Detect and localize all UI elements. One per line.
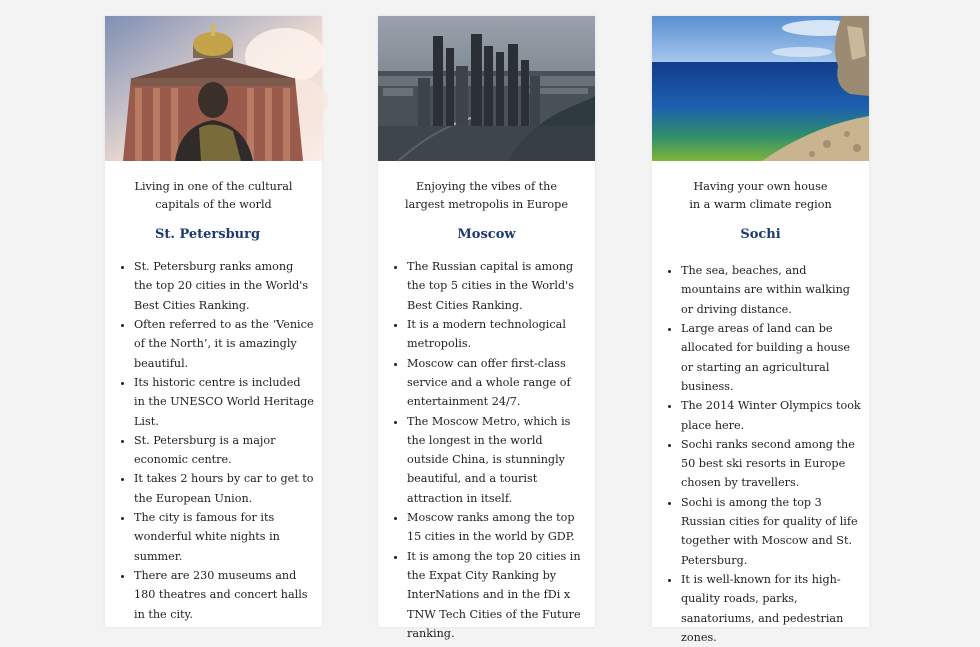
tagline-line: Enjoying the vibes of the: [415, 180, 557, 193]
list-item: • It takes 2 hours by car to get to the European Union.: [134, 469, 314, 508]
list-item: • It is among the top 20 cities in the Expat City Ranking by InterNations and in the fDi x TNW Tech Cities of the Future ranking.: [407, 547, 587, 643]
list-item: • Often referred to as the ‘Venice of the North’, it is amazingly beautiful.: [134, 315, 314, 373]
city-title: Moscow: [457, 227, 516, 243]
facts-list: [378, 257, 595, 643]
list-item: • There are 230 museums and 180 theatres and concert halls in the city.: [134, 566, 314, 624]
list-item: • Sochi is among the top 3 Russian cities for quality of life together with Moscow and St. Petersburg.: [681, 493, 861, 570]
list-item: • St. Petersburg ranks among the top 20 cities in the World's Best Cities Ranking.: [134, 257, 314, 315]
city-title: St. Petersburg: [155, 227, 261, 243]
facts-list: [105, 257, 322, 624]
list-item: • It is well-known for its high-quality roads, parks, sanatoriums, and pedestrian zones.: [681, 570, 861, 647]
tagline-line: Having your own house: [693, 180, 828, 193]
list-item: • Its historic centre is included in the UNESCO World Heritage List.: [134, 373, 314, 431]
list-item: • The Russian capital is among the top 5 cities in the World's Best Cities Ranking.: [407, 257, 587, 315]
list-item: • The sea, beaches, and mountains are within walking or driving distance.: [681, 261, 861, 319]
card-tagline: [390, 178, 583, 213]
list-item: • Moscow ranks among the top 15 cities in the world by GDP.: [407, 508, 587, 547]
city-title: Sochi: [740, 227, 781, 243]
list-item: • St. Petersburg is a major economic centre.: [134, 431, 314, 470]
tagline-line: in a warm climate region: [689, 197, 832, 211]
card-st-petersburg: [105, 16, 322, 627]
tagline-line: largest metropolis in Europe: [405, 197, 568, 211]
moscow-skyline-photo: [378, 16, 595, 161]
list-item: • It is a modern technological metropolis.: [407, 315, 587, 354]
card-moscow: [378, 16, 595, 640]
list-item: • The 2014 Winter Olympics took place here.: [681, 396, 861, 435]
list-item: • The Moscow Metro, which is the longest in the world outside China, is stunningly beautiful, and a tourist attraction in itself.: [407, 412, 587, 508]
tagline-line: capitals of the world: [155, 197, 272, 211]
list-item: • Sochi ranks second among the 50 best ski resorts in Europe chosen by travellers.: [681, 435, 861, 493]
st-petersburg-cathedral-photo: [105, 16, 322, 161]
card-tagline: [117, 178, 310, 213]
tagline-line: Living in one of the cultural: [134, 180, 293, 193]
list-item: • Moscow can offer first-class service and a whole range of entertainment 24/7.: [407, 354, 587, 412]
list-item: • The city is famous for its wonderful white nights in summer.: [134, 508, 314, 566]
facts-list: [652, 261, 869, 647]
card-sochi: [652, 16, 869, 644]
card-tagline: [664, 178, 857, 213]
sochi-sea-coast-photo: [652, 16, 869, 161]
list-item: • Large areas of land can be allocated for building a house or starting an agricultural business.: [681, 319, 861, 396]
